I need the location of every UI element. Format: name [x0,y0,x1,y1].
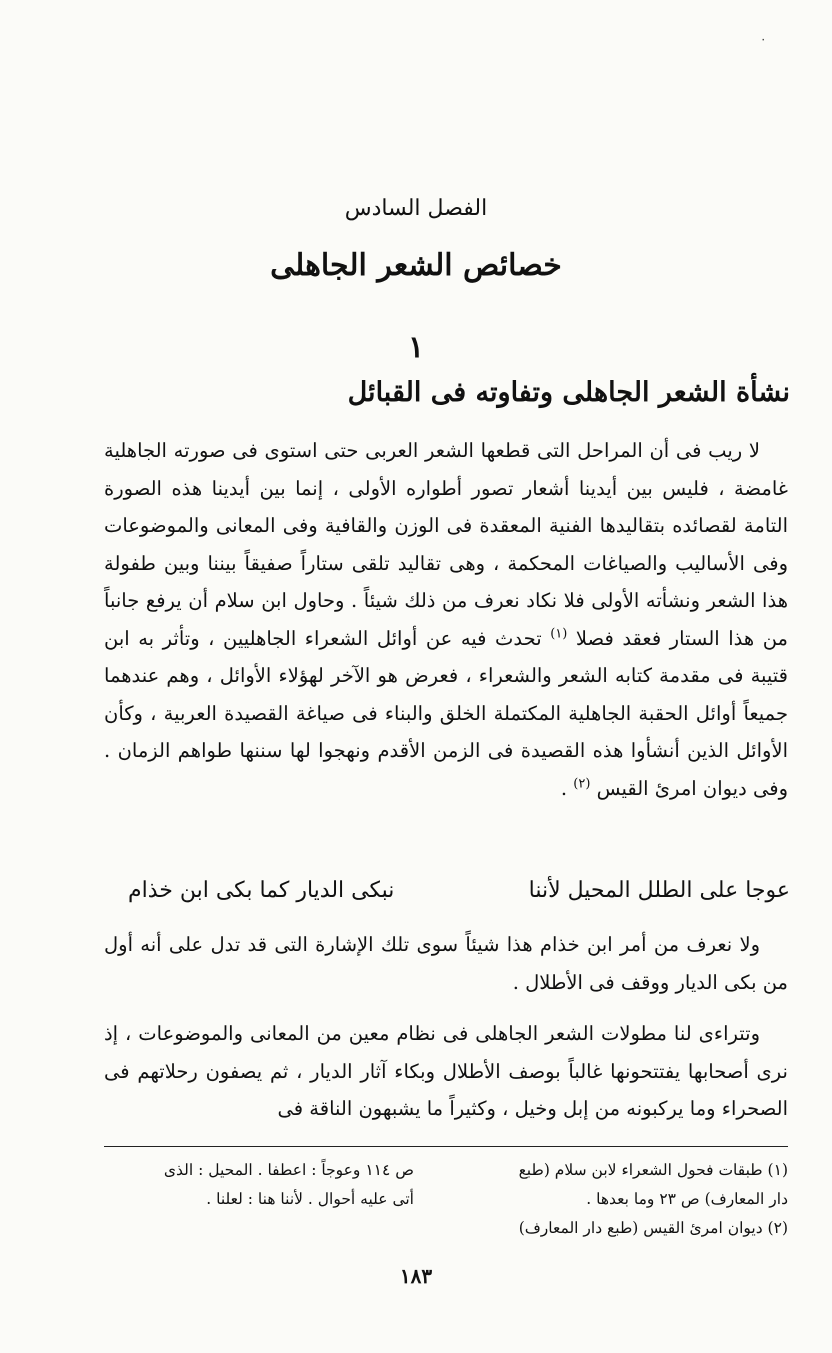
footnote-1: (١) طبقات فحول الشعراء لابن سلام (طبع [518,1161,788,1179]
footnote-ref-1: (١) [550,626,568,641]
body-text [104,432,788,807]
paragraph-text: لا ريب فى أن المراحل التى قطعها الشعر العربى حتى استوى فى صورته الجاهلية غامضة ، فليس بين أيدينا أشعار تصور أطواره الأولى ، إنما بين أيدينا هذه الصورة التامة لقصائده بتقاليدها الفنية المعقدة فى الوزن والقافية وفى المعانى والموضوعات وفى الأساليب والصياغات المحكمة ، وهى تقاليد تلقى ستاراً صفيقاً بيننا وبين طفولة هذا الشعر ونشأته الأولى فلا نكاد نعرف من ذلك شيئاً . وحاول ابن سلام أن يرفع جانباً من هذا الستار فعقد فصلا [104,439,788,650]
section-number: ١ [407,330,425,365]
body-text-continued [104,926,788,1128]
verse-hemistich-second: نبكى الديار كما بكى ابن خذام [128,878,395,903]
page-number: ١٨٣ [399,1264,433,1288]
poetry-verse [100,878,790,918]
footnote-ref-2: (٢) [573,776,591,791]
paragraph [104,432,788,807]
footnote-2-cont: ص ١١٤ وعوجاً : اعطفا . المحيل : الذى [163,1161,414,1179]
paragraph: وتتراءى لنا مطولات الشعر الجاهلى فى نظام معين من المعانى والموضوعات ، إذ نرى أصحابها يفتتحونها غالباً بوصف الأطلال وبكاء آثار الديار ، ثم يصفون رحلاتهم فى الصحراء وما يركبونه من إبل وخيل ، وكثيراً ما يشبهون الناقة فى [104,1022,788,1120]
section-heading: نشأة الشعر الجاهلى وتفاوته فى القبائل [347,377,790,408]
paragraph-text: . [560,776,568,800]
paragraph-text: تحدث فيه عن أوائل الشعراء الجاهليين ، وتأثر به ابن قتيبة فى مقدمة كتابه الشعر والشعراء ، فعرض هو الآخر لهؤلاء الأوائل ، وهم عندهما جميعاً أوائل الحقبة الجاهلية المكتملة الخلق والبناء فى صياغة القصيدة العربية ، وكأن الأوائل الذين أنشأوا هذه القصيدة فى الزمن الأقدم ونهجوا لها سننها طواهم الزمان . وفى ديوان امرئ القيس [104,626,788,800]
footnote-column-left [104,1156,414,1214]
footnote-divider [104,1146,788,1147]
footnote-1-cont: دار المعارف) ص ٢٣ وما بعدها . [586,1190,788,1208]
chapter-label: الفصل السادس [344,196,488,221]
footnote-2-cont: أتى عليه أحوال . لأننا هنا : لعلنا . [206,1190,414,1208]
footnote-column-right [458,1156,788,1243]
footnote-2: (٢) ديوان امرئ القيس (طبع دار المعارف) [518,1219,788,1237]
chapter-title: خصائص الشعر الجاهلى [270,248,562,283]
corner-mark: ٠ [760,32,767,46]
verse-hemistich-first: عوجا على الطلل المحيل لأننا [528,878,790,903]
paragraph: ولا نعرف من أمر ابن خذام هذا شيئاً سوى تلك الإشارة التى قد تدل على أنه أول من بكى الديار ووقف فى الأطلال . [104,933,788,994]
